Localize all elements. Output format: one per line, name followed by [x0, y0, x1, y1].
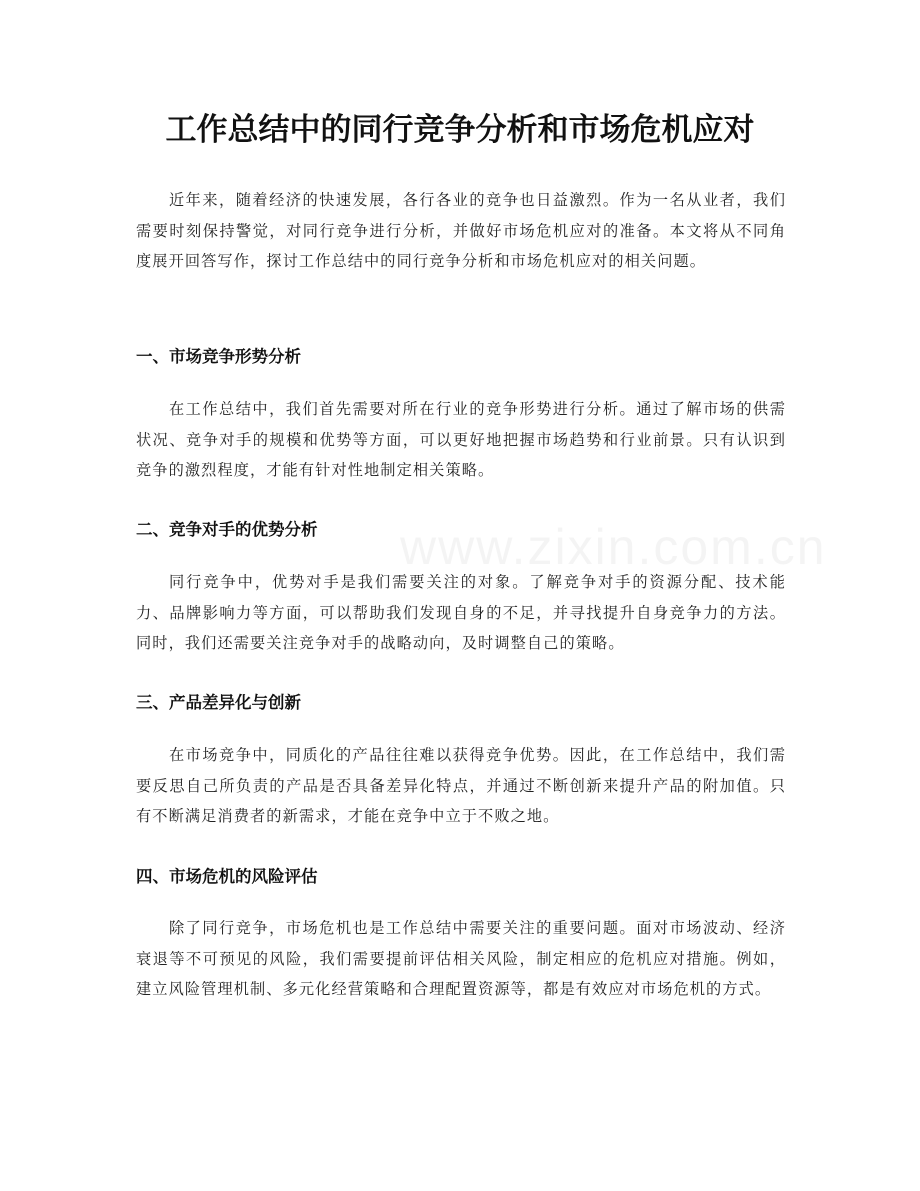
intro-paragraph: 近年来，随着经济的快速发展，各行各业的竞争也日益激烈。作为一名从业者，我们需要时刻保持警觉，对同行竞争进行分析，并做好市场危机应对的准备。本文将从不同角度展开回答写作，探讨工作总结中的同行竞争分析和市场危机应对的相关问题。 — [136, 191, 786, 270]
section-heading-2: 二、竞争对手的优势分析 — [136, 520, 318, 539]
section-body-1: 在工作总结中，我们首先需要对所在行业的竞争形势进行分析。通过了解市场的供需状况、竞争对手的规模和优势等方面，可以更好地把握市场趋势和行业前景。只有认识到竞争的激烈程度，才能有针对性地制定相关策略。 — [136, 400, 786, 479]
section-body-2: 同行竞争中，优势对手是我们需要关注的对象。了解竞争对手的资源分配、技术能力、品牌影响力等方面，可以帮助我们发现自身的不足，并寻找提升自身竞争力的方法。同时，我们还需要关注竞争对手的战略动向，及时调整自己的策略。 — [136, 573, 786, 652]
section-body-4: 除了同行竞争，市场危机也是工作总结中需要关注的重要问题。面对市场波动、经济衰退等不可预见的风险，我们需要提前评估相关风险，制定相应的危机应对措施。例如，建立风险管理机制、多元化经营策略和合理配置资源等，都是有效应对市场危机的方式。 — [136, 919, 786, 998]
section-heading-1: 一、市场竞争形势分析 — [136, 347, 301, 366]
page-title: 工作总结中的同行竞争分析和市场危机应对 — [165, 112, 755, 148]
section-heading-3: 三、产品差异化与创新 — [136, 693, 301, 712]
section-heading-4: 四、市场危机的风险评估 — [136, 867, 318, 886]
section-body-3: 在市场竞争中，同质化的产品往往难以获得竞争优势。因此，在工作总结中，我们需要反思自己所负责的产品是否具备差异化特点，并通过不断创新来提升产品的附加值。只有不断满足消费者的新需求，才能在竞争中立于不败之地。 — [136, 746, 786, 825]
